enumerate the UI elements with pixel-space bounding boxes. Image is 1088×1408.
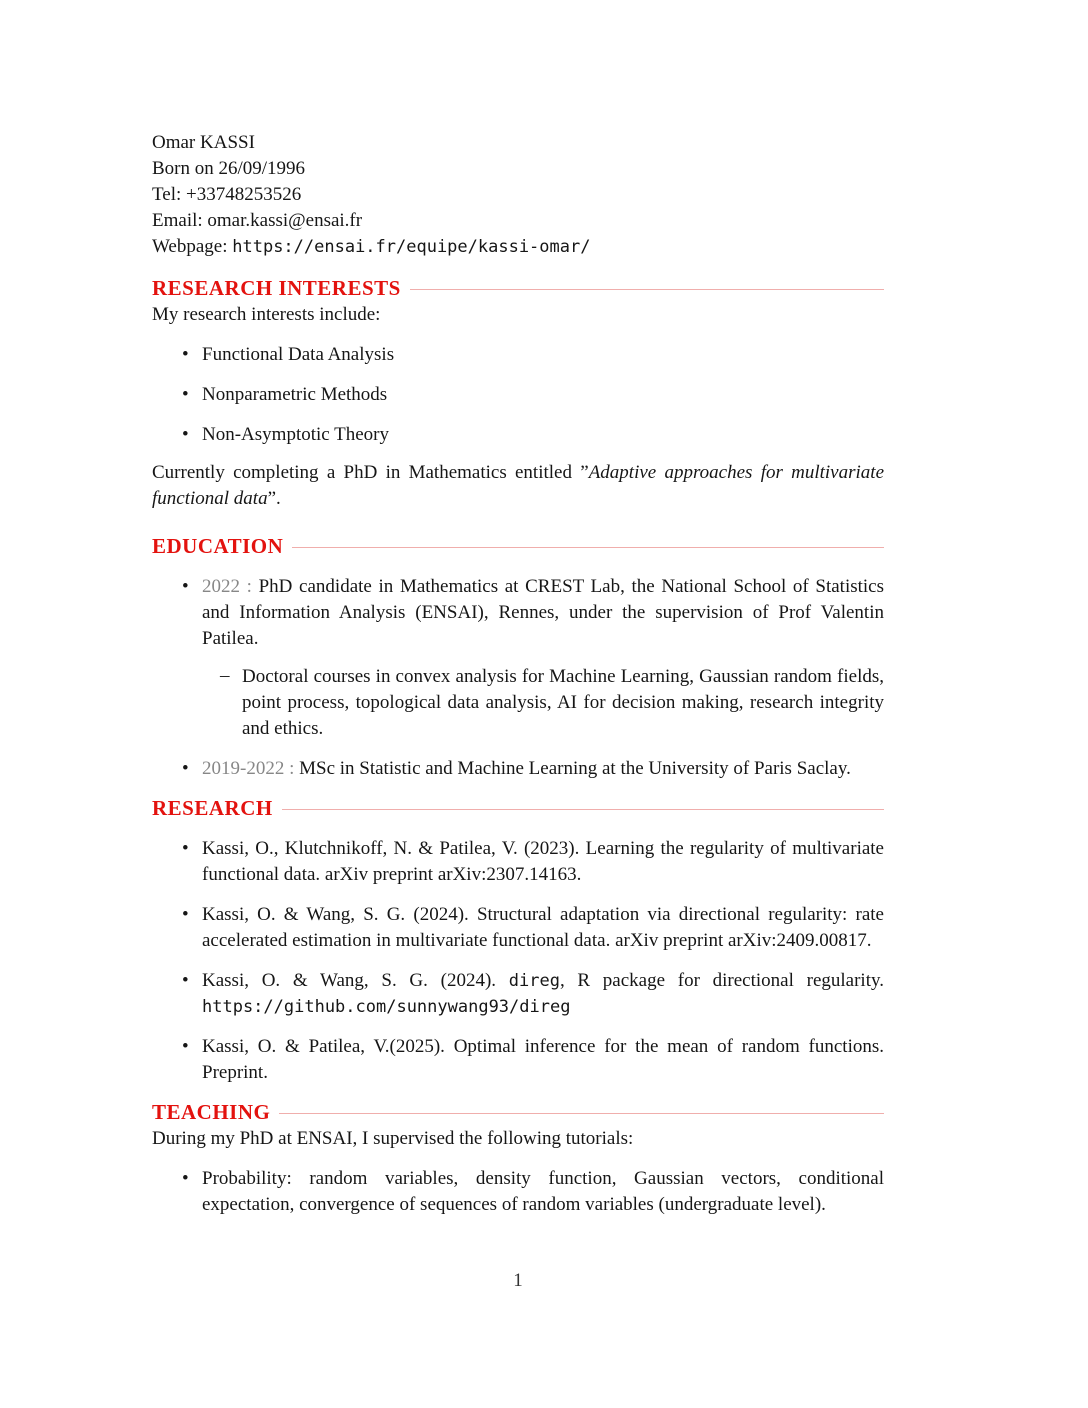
contact-block — [152, 130, 884, 260]
phd-thesis-title: Adaptive approaches for multivariate functional data — [152, 462, 884, 509]
phone-number: Tel: +33748253526 — [152, 184, 302, 205]
publication-text: Kassi, O. & Wang, S. G. (2024). — [202, 970, 509, 991]
page-number: 1 — [513, 1270, 523, 1291]
heading-rule — [292, 547, 884, 548]
section-title-education: EDUCATION — [152, 534, 284, 558]
section-title-research: RESEARCH — [152, 796, 273, 820]
section-research-interests — [152, 274, 884, 512]
section-heading — [152, 532, 884, 560]
heading-rule — [279, 1113, 884, 1114]
phd-statement-suffix: ”. — [267, 488, 281, 509]
section-education — [152, 532, 884, 782]
interest-label: Non-Asymptotic Theory — [202, 424, 389, 445]
education-subitem — [242, 664, 884, 742]
publication-text: Kassi, O. & Wang, S. G. (2024). Structural adaptation via directional regularity: rate accelerated estimation in multivariate functional data. arXiv preprint arXiv:2409.00817. — [202, 904, 884, 951]
publication-text: Kassi, O., Klutchnikoff, N. & Patilea, V. (2023). Learning the regularity of multivariate functional data. arXiv preprint arXiv:2307.14163. — [202, 838, 884, 885]
webpage-label: Webpage: — [152, 236, 228, 257]
email-address: Email: omar.kassi@ensai.fr — [152, 210, 363, 231]
teaching-list — [152, 1166, 884, 1218]
education-item — [202, 574, 884, 742]
github-url-link[interactable]: https://github.com/sunnywang93/direg — [202, 997, 571, 1017]
webpage-url-link[interactable]: https://ensai.fr/equipe/kassi-omar/ — [232, 237, 591, 257]
education-text: MSc in Statistic and Machine Learning at the University of Paris Saclay. — [294, 758, 851, 779]
publication-item — [202, 902, 884, 954]
list-item — [202, 342, 884, 368]
section-heading — [152, 794, 884, 822]
publication-text: Kassi, O. & Patilea, V.(2025). Optimal inference for the mean of random functions. Preprint. — [202, 1036, 884, 1083]
phd-statement — [152, 460, 884, 512]
phd-statement-prefix: Currently completing a PhD in Mathematics entitled ” — [152, 462, 589, 483]
research-list — [152, 836, 884, 1086]
list-item — [202, 422, 884, 448]
section-heading — [152, 274, 884, 302]
list-item — [202, 382, 884, 408]
education-subitem-text: Doctoral courses in convex analysis for Machine Learning, Gaussian random fields, point process, topological data analysis, AI for decision making, research integrity and ethics. — [242, 666, 884, 739]
person-name: Omar KASSI — [152, 132, 255, 153]
education-list — [152, 574, 884, 782]
research-interests-intro: My research interests include: — [152, 304, 381, 325]
heading-rule — [282, 809, 884, 810]
teaching-item — [202, 1166, 884, 1218]
heading-rule — [410, 289, 884, 290]
section-research — [152, 794, 884, 1086]
webpage-line — [152, 234, 884, 260]
education-date: 2019-2022 : — [202, 758, 295, 779]
cv-page — [152, 130, 884, 1230]
teaching-item-text: Probability: random variables, density function, Gaussian vectors, conditional expectation, convergence of sequences of random variables (undergraduate level). — [202, 1168, 884, 1215]
section-title-research-interests: RESEARCH INTERESTS — [152, 276, 401, 300]
section-title-teaching: TEACHING — [152, 1100, 271, 1124]
education-text: PhD candidate in Mathematics at CREST Lab, the National School of Statistics and Information Analysis (ENSAI), Rennes, under the supervision of Prof Valentin Patilea. — [202, 576, 885, 649]
publication-item — [202, 968, 884, 1020]
research-interests-list — [152, 342, 884, 448]
education-date: 2022 : — [202, 576, 252, 597]
education-item — [202, 756, 884, 782]
publication-text: , R package for directional regularity. — [559, 970, 884, 991]
teaching-intro: During my PhD at ENSAI, I supervised the following tutorials: — [152, 1128, 634, 1149]
birth-date: Born on 26/09/1996 — [152, 158, 306, 179]
publication-item — [202, 836, 884, 888]
interest-label: Nonparametric Methods — [202, 384, 388, 405]
education-sublist — [202, 664, 884, 742]
publication-item — [202, 1034, 884, 1086]
interest-label: Functional Data Analysis — [202, 344, 395, 365]
section-teaching — [152, 1098, 884, 1218]
section-heading — [152, 1098, 884, 1126]
package-name: direg — [508, 971, 560, 991]
